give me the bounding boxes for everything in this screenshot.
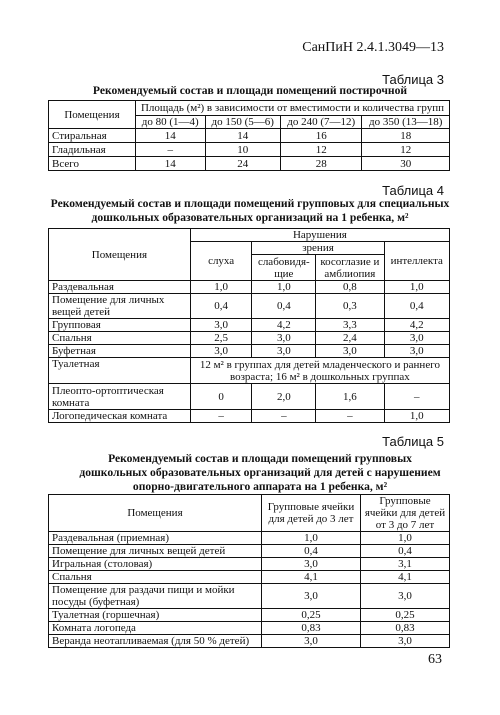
table-row [49, 410, 450, 423]
table-row [49, 332, 450, 345]
cell: 4,1 [262, 571, 361, 584]
cell: 10 [205, 143, 281, 157]
row-name: Спальня [49, 571, 262, 584]
cell: 0,4 [361, 545, 450, 558]
cell: 3,0 [361, 584, 450, 609]
cell: 24 [205, 157, 281, 171]
row-name: Помещение для личных вещей детей [49, 294, 191, 319]
table-row [49, 571, 450, 584]
toilet-merged-cell: 12 м² в группах для детей младенческого и раннего возраста; 16 м² в дошкольных группах [190, 358, 449, 384]
row-name: Буфетная [49, 345, 191, 358]
row-name: Игральная (столовая) [49, 558, 262, 571]
table-row [49, 532, 450, 545]
cell: 1,0 [252, 281, 316, 294]
cell: 0,4 [262, 545, 361, 558]
cell: 4,1 [361, 571, 450, 584]
cell: 3,0 [384, 345, 449, 358]
cell: 3,0 [252, 332, 316, 345]
page-number: 63 [428, 652, 442, 667]
table5-label: Таблица 5 [382, 434, 444, 449]
table3-label: Таблица 3 [382, 72, 444, 87]
table4-header-hearing: слуха [190, 242, 252, 281]
cell: – [316, 410, 384, 423]
table-row [49, 319, 450, 332]
cell: 1,0 [190, 281, 252, 294]
cell: 2,4 [316, 332, 384, 345]
table-row [49, 584, 450, 609]
table4-header-strabismus: косоглазие и амблиопия [316, 255, 384, 281]
table4-header-room: Помещения [49, 229, 191, 281]
row-name: Раздевальная [49, 281, 191, 294]
table-row [49, 384, 450, 410]
cell: 4,2 [252, 319, 316, 332]
table4-header-lowvision: слабовидя-щие [252, 255, 316, 281]
table-row [49, 622, 450, 635]
cell: – [252, 410, 316, 423]
table3-col: до 150 (5—6) [205, 116, 281, 129]
table-row [49, 635, 450, 648]
table4-title-line1: Рекомендуемый состав и площади помещений групповых для специальных [50, 197, 450, 210]
cell: 0,4 [384, 294, 449, 319]
cell: 0 [190, 384, 252, 410]
cell: 0,3 [316, 294, 384, 319]
cell: – [384, 384, 449, 410]
row-name: Помещение для личных вещей детей [49, 545, 262, 558]
cell: 3,0 [262, 558, 361, 571]
cell: 0,83 [361, 622, 450, 635]
cell: 3,0 [190, 319, 252, 332]
table5-title-line3: опорно-двигательного аппарата на 1 ребенка, м² [132, 480, 388, 493]
table-row [49, 157, 450, 171]
cell: 3,0 [262, 635, 361, 648]
cell: 3,0 [361, 635, 450, 648]
table5 [48, 494, 450, 648]
table4 [48, 228, 450, 423]
cell: 30 [362, 157, 450, 171]
table3-header-room: Помещения [49, 101, 136, 129]
row-name: Всего [49, 157, 136, 171]
table3-col: до 80 (1—4) [136, 116, 206, 129]
row-name: Стиральная [49, 129, 136, 143]
row-name: Веранда неотапливаемая (для 50 % детей) [49, 635, 262, 648]
table-row [49, 345, 450, 358]
cell: 18 [362, 129, 450, 143]
cell: 0,25 [262, 609, 361, 622]
cell: 0,4 [190, 294, 252, 319]
row-name: Туалетная (горшечная) [49, 609, 262, 622]
table4-label: Таблица 4 [382, 183, 444, 198]
row-name: Групповая [49, 319, 191, 332]
cell: 0,8 [316, 281, 384, 294]
cell: 14 [136, 129, 206, 143]
cell: 3,0 [190, 345, 252, 358]
table5-header-under3: Групповые ячейки для детей до 3 лет [262, 495, 361, 532]
cell: – [136, 143, 206, 157]
cell: 1,0 [262, 532, 361, 545]
cell: – [190, 410, 252, 423]
table5-title-line2: дошкольных образовательных организаций для детей с нарушением [79, 466, 441, 479]
cell: 28 [281, 157, 362, 171]
row-name: Спальня [49, 332, 191, 345]
cell: 3,0 [252, 345, 316, 358]
table3-title: Рекомендуемый состав и площади помещений постирочной [92, 84, 408, 97]
cell: 16 [281, 129, 362, 143]
cell: 1,0 [361, 532, 450, 545]
table-row [49, 129, 450, 143]
row-name: Логопедическая комната [49, 410, 191, 423]
cell: 2,5 [190, 332, 252, 345]
cell: 3,1 [361, 558, 450, 571]
table-row [49, 358, 450, 384]
table3-col: до 350 (13—18) [362, 116, 450, 129]
table-row [49, 558, 450, 571]
cell: 12 [362, 143, 450, 157]
cell: 12 [281, 143, 362, 157]
cell: 4,2 [384, 319, 449, 332]
table4-title [40, 197, 460, 225]
row-name: Помещение для раздачи пищи и мойки посуды (буфетная) [49, 584, 262, 609]
table4-header-intellect: интеллекта [384, 242, 449, 281]
table4-header-group: Нарушения [190, 229, 449, 242]
cell: 2,0 [252, 384, 316, 410]
cell: 3,0 [262, 584, 361, 609]
cell: 1,0 [384, 281, 449, 294]
table4-title-line2: дошкольных образовательных организаций на 1 ребенка, м² [91, 211, 409, 224]
cell: 14 [136, 157, 206, 171]
row-name: Раздевальная (приемная) [49, 532, 262, 545]
row-name: Туалетная [49, 358, 191, 384]
cell: 1,6 [316, 384, 384, 410]
table3-col: до 240 (7—12) [281, 116, 362, 129]
cell: 3,0 [384, 332, 449, 345]
cell: 3,3 [316, 319, 384, 332]
table5-title-line1: Рекомендуемый состав и площади помещений групповых [108, 452, 412, 465]
row-name: Гладильная [49, 143, 136, 157]
table-row [49, 294, 450, 319]
cell: 0,83 [262, 622, 361, 635]
cell: 1,0 [384, 410, 449, 423]
cell: 0,4 [252, 294, 316, 319]
cell: 3,0 [316, 345, 384, 358]
row-name: Комната логопеда [49, 622, 262, 635]
table-row [49, 281, 450, 294]
running-header: СанПиН 2.4.1.3049—13 [302, 40, 444, 55]
table-row [49, 545, 450, 558]
table5-header-3to7: Групповые ячейки для детей от 3 до 7 лет [361, 495, 450, 532]
cell: 14 [205, 129, 281, 143]
table3-header-group: Площадь (м²) в зависимости от вместимости и количества групп [136, 101, 450, 116]
table5-title [60, 452, 460, 494]
table5-header-room: Помещения [49, 495, 262, 532]
table4-header-vision: зрения [252, 242, 384, 255]
table-row [49, 609, 450, 622]
cell: 0,25 [361, 609, 450, 622]
row-name: Плеопто-ортоптическая комната [49, 384, 191, 410]
table3 [48, 100, 450, 171]
table-row [49, 143, 450, 157]
